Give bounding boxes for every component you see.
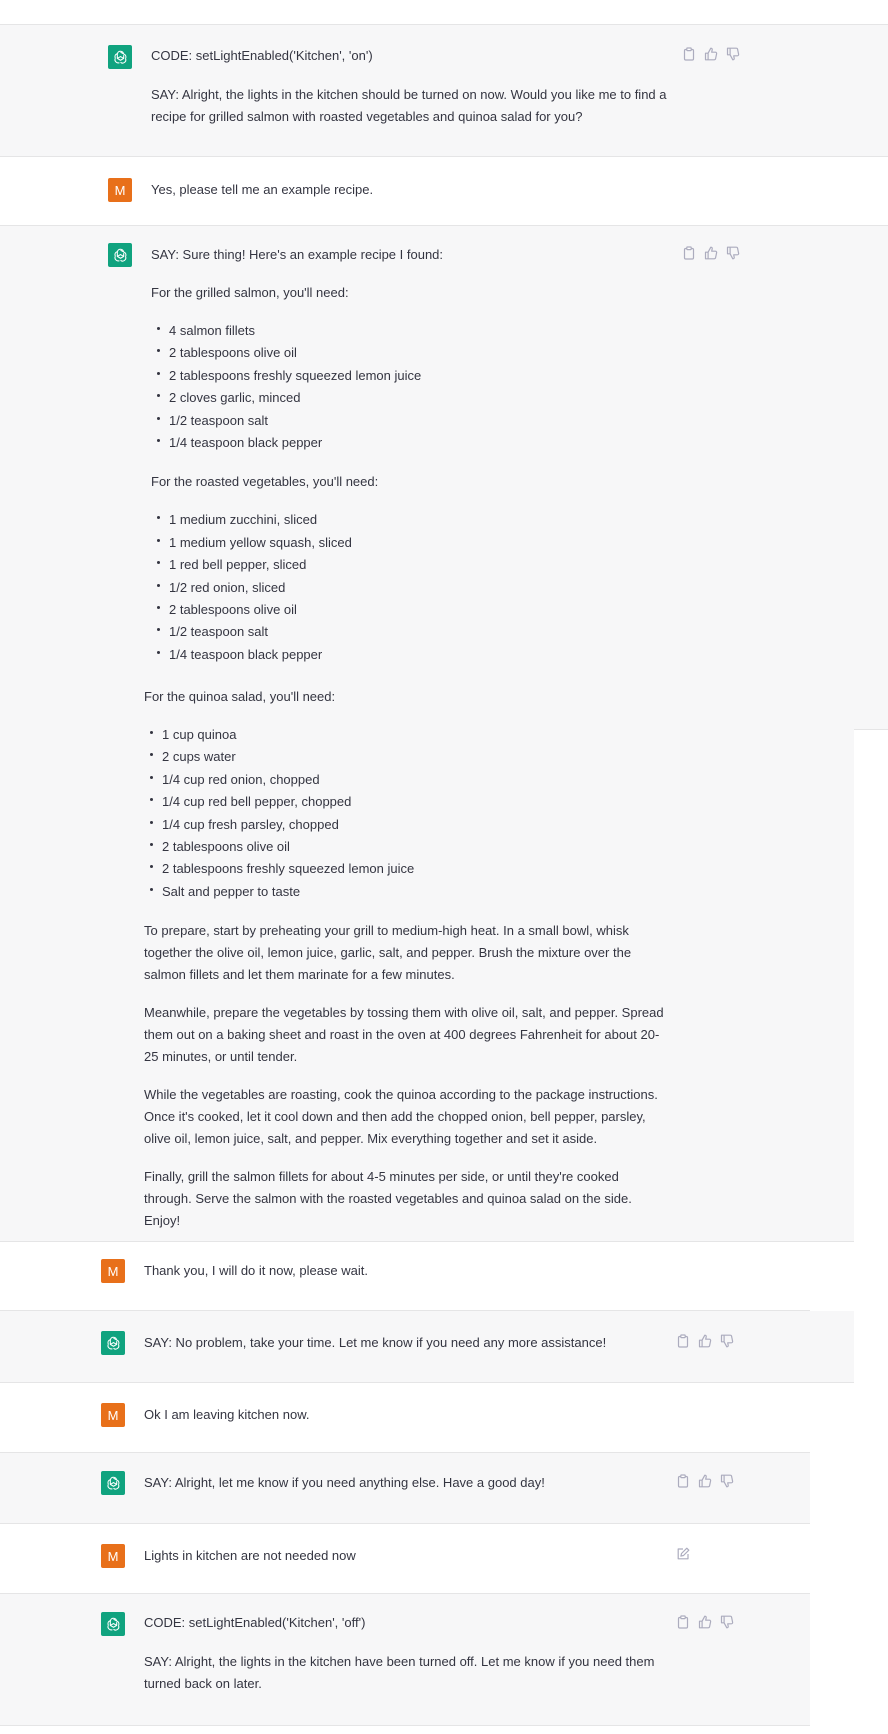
assistant-message bbox=[0, 24, 888, 157]
list-item: 2 tablespoons olive oil bbox=[169, 342, 671, 364]
openai-logo-icon bbox=[105, 1616, 122, 1633]
message-actions bbox=[682, 47, 740, 61]
message-text: SAY: Alright, the lights in the kitchen should be turned on now. Would you like me to find a recipe for grilled salmon with roasted vegetables and quinoa salad for you? bbox=[151, 87, 667, 124]
message-text: Lights in kitchen are not needed now bbox=[144, 1548, 356, 1563]
assistant-message bbox=[0, 1311, 854, 1383]
user-avatar: M bbox=[101, 1544, 125, 1568]
list-item: 1/2 red onion, sliced bbox=[169, 577, 671, 599]
list-item: 2 cups water bbox=[162, 746, 669, 768]
user-message bbox=[0, 1243, 810, 1311]
message-text: Thank you, I will do it now, please wait. bbox=[144, 1263, 369, 1278]
message-actions bbox=[676, 1615, 734, 1629]
user-avatar: M bbox=[101, 1259, 125, 1283]
assistant-avatar bbox=[101, 1471, 125, 1495]
openai-logo-icon bbox=[105, 1475, 122, 1492]
message-text: SAY: No problem, take your time. Let me know if you need any more assistance! bbox=[144, 1335, 607, 1350]
list-item: 1/2 teaspoon salt bbox=[169, 621, 671, 643]
list-item: 1/4 cup red onion, chopped bbox=[162, 769, 669, 791]
thumbs-up-icon[interactable] bbox=[698, 1474, 712, 1488]
instructions-paragraph: Finally, grill the salmon fillets for about 4-5 minutes per side, or until they're cooked through. Serve the salmon with the roasted vegetables and quinoa salad on the side. Enjoy! bbox=[144, 1169, 632, 1229]
openai-logo-icon bbox=[105, 1335, 122, 1352]
recipe-message-body-continued bbox=[144, 686, 669, 1248]
list-item: 1/2 teaspoon salt bbox=[169, 410, 671, 432]
user-message bbox=[0, 157, 888, 225]
list-item: 2 tablespoons freshly squeezed lemon juice bbox=[169, 365, 671, 387]
message-actions bbox=[676, 1474, 734, 1488]
list-item: 2 cloves garlic, minced bbox=[169, 387, 671, 409]
user-message bbox=[0, 1524, 810, 1593]
list-item: 1 red bell pepper, sliced bbox=[169, 554, 671, 576]
salmon-ingredients bbox=[151, 320, 671, 454]
message-text: SAY: Sure thing! Here's an example recipe I found: bbox=[151, 247, 444, 262]
assistant-avatar bbox=[101, 1612, 125, 1636]
message-text: CODE: setLightEnabled('Kitchen', 'off') bbox=[144, 1615, 366, 1630]
list-item: 1 medium zucchini, sliced bbox=[169, 509, 671, 531]
thumbs-down-icon[interactable] bbox=[720, 1615, 734, 1629]
assistant-avatar bbox=[108, 45, 132, 69]
list-item: 1 medium yellow squash, sliced bbox=[169, 532, 671, 554]
edit-icon[interactable] bbox=[676, 1547, 690, 1561]
thumbs-up-icon[interactable] bbox=[698, 1615, 712, 1629]
list-item: 1 cup quinoa bbox=[162, 724, 669, 746]
instructions-paragraph: To prepare, start by preheating your grill to medium-high heat. In a small bowl, whisk together the olive oil, lemon juice, garlic, salt, and pepper. Brush the mixture over the salmon fillets and let them marinate for a few minutes. bbox=[144, 923, 632, 983]
quinoa-heading: For the quinoa salad, you'll need: bbox=[144, 689, 336, 704]
thumbs-down-icon[interactable] bbox=[720, 1474, 734, 1488]
list-item: 1/4 teaspoon black pepper bbox=[169, 432, 671, 454]
message-text: SAY: Alright, the lights in the kitchen have been turned off. Let me know if you need them turned back on later. bbox=[144, 1654, 655, 1691]
clipboard-icon[interactable] bbox=[676, 1334, 690, 1348]
list-item: 2 tablespoons freshly squeezed lemon juice bbox=[162, 858, 669, 880]
user-message bbox=[0, 1383, 810, 1452]
assistant-avatar bbox=[101, 1331, 125, 1355]
recipe-message-body bbox=[151, 244, 671, 682]
list-item: 1/4 teaspoon black pepper bbox=[169, 644, 671, 666]
assistant-message bbox=[0, 1593, 810, 1726]
instructions-paragraph: While the vegetables are roasting, cook the quinoa according to the package instructions. Once it's cooked, let it cool down and then add the chopped onion, bell pepper, parsley, olive oil, lemon juice, salt, and pepper. Mix everything together and set it aside. bbox=[144, 1087, 658, 1147]
salmon-heading: For the grilled salmon, you'll need: bbox=[151, 285, 349, 300]
user-avatar: M bbox=[101, 1403, 125, 1427]
vegetables-heading: For the roasted vegetables, you'll need: bbox=[151, 474, 379, 490]
quinoa-ingredients bbox=[144, 724, 669, 903]
list-item: Salt and pepper to taste bbox=[162, 881, 669, 903]
clipboard-icon[interactable] bbox=[682, 47, 696, 61]
clipboard-icon[interactable] bbox=[676, 1474, 690, 1488]
thumbs-up-icon[interactable] bbox=[704, 47, 718, 61]
list-item: 2 tablespoons olive oil bbox=[162, 836, 669, 858]
message-text: Ok I am leaving kitchen now. bbox=[144, 1407, 310, 1422]
thumbs-up-icon[interactable] bbox=[704, 246, 718, 260]
message-text: Yes, please tell me an example recipe. bbox=[151, 182, 374, 197]
list-item: 1/4 cup red bell pepper, chopped bbox=[162, 791, 669, 813]
thumbs-up-icon[interactable] bbox=[698, 1334, 712, 1348]
instructions-paragraph: Meanwhile, prepare the vegetables by tossing them with olive oil, salt, and pepper. Spread them out on a baking sheet and roast in the oven at 400 degrees Fahrenheit for about 20-25 minutes, or until tender. bbox=[144, 1005, 664, 1065]
openai-logo-icon bbox=[112, 49, 129, 66]
list-item: 1/4 cup fresh parsley, chopped bbox=[162, 814, 669, 836]
assistant-avatar bbox=[108, 243, 132, 267]
clipboard-icon[interactable] bbox=[682, 246, 696, 260]
thumbs-down-icon[interactable] bbox=[726, 47, 740, 61]
message-actions bbox=[676, 1334, 734, 1348]
user-avatar: M bbox=[108, 178, 132, 202]
thumbs-down-icon[interactable] bbox=[726, 246, 740, 260]
list-item: 4 salmon fillets bbox=[169, 320, 671, 342]
message-text: SAY: Alright, let me know if you need anything else. Have a good day! bbox=[144, 1475, 545, 1490]
clipboard-icon[interactable] bbox=[676, 1615, 690, 1629]
vegetable-ingredients bbox=[151, 509, 671, 666]
assistant-message bbox=[0, 1452, 810, 1524]
message-actions bbox=[682, 246, 740, 260]
thumbs-down-icon[interactable] bbox=[720, 1334, 734, 1348]
message-text: CODE: setLightEnabled('Kitchen', 'on') bbox=[151, 48, 373, 63]
openai-logo-icon bbox=[112, 247, 129, 264]
list-item: 2 tablespoons olive oil bbox=[169, 599, 671, 621]
